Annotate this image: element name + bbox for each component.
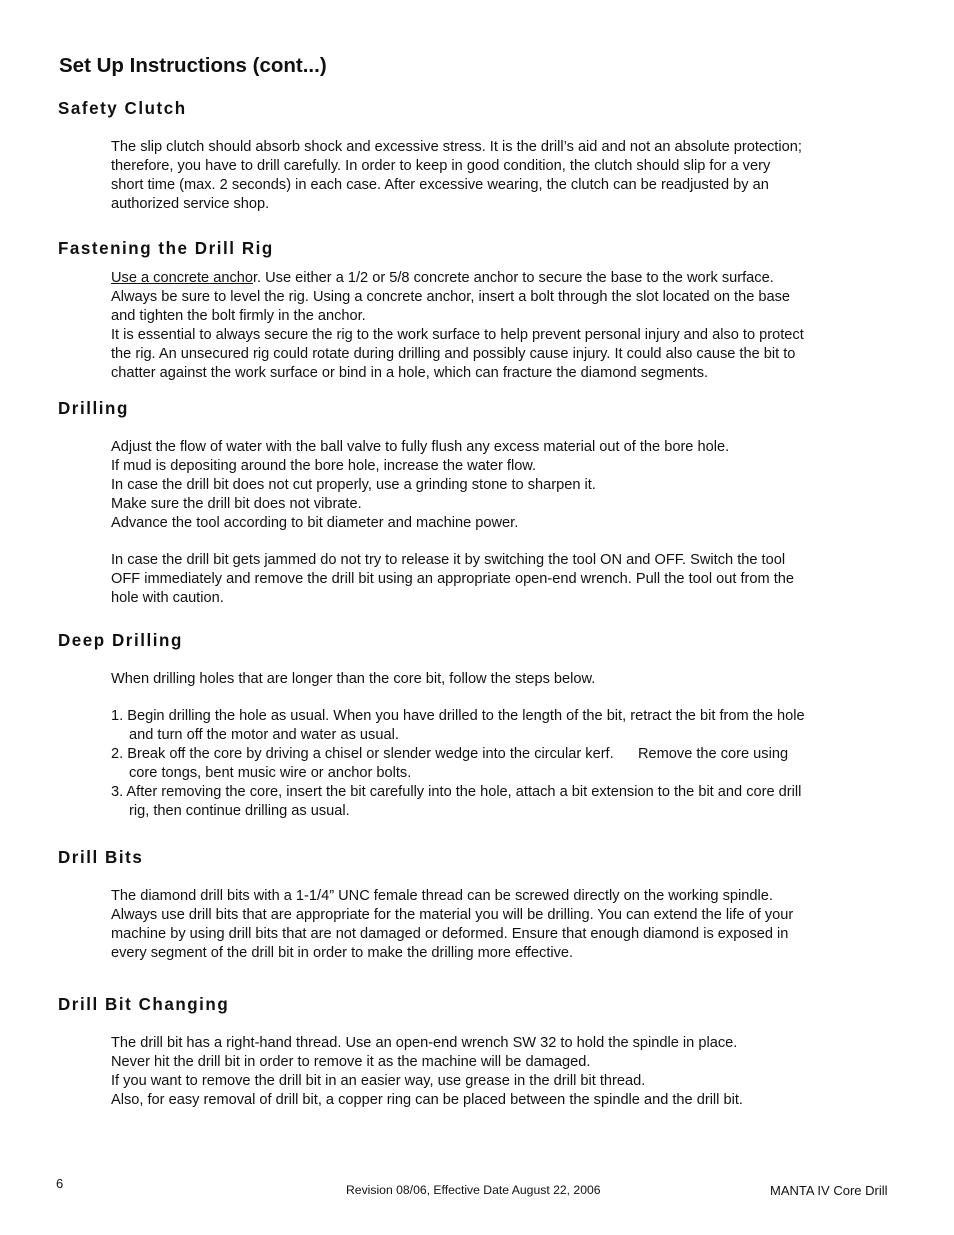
text-fragment: r. Use either a 1/2 or 5/8 concrete anchor to secure the base to the work surface. (252, 270, 774, 286)
text-line: Make sure the drill bit does not vibrate. (111, 495, 362, 512)
drilling-paragraph (111, 438, 871, 533)
text-line: Adjust the flow of water with the ball valve to fully flush any excess material out of the bore hole. (111, 439, 730, 455)
section-heading-drilling: Drilling (58, 398, 129, 418)
text-line: Always use drill bits that are appropriate for the material you will be drilling. You can extend the life of your (111, 906, 794, 923)
text-line: hole with caution. (111, 589, 224, 606)
text-line: every segment of the drill bit in order to make the drilling more effective. (111, 944, 574, 961)
step-2: 2. Break off the core by driving a chisel or slender wedge into the circular kerf. Remove the core using (111, 745, 789, 762)
drilling-jam-paragraph (111, 551, 871, 608)
text-line (111, 269, 871, 288)
text-line: authorized service shop. (111, 195, 270, 212)
section-heading-drill-bit-changing: Drill Bit Changing (58, 994, 230, 1014)
deep-drilling-intro (111, 670, 871, 689)
text-line: therefore, you have to drill carefully. In order to keep in good condition, the clutch should slip for a very (111, 157, 771, 174)
underlined-phrase: Use a concrete ancho (111, 270, 253, 286)
section-heading-drill-bits: Drill Bits (58, 847, 144, 867)
text-line: short time (max. 2 seconds) in each case. After excessive wearing, the clutch can be readjusted by an (111, 176, 769, 193)
safety-clutch-paragraph (111, 138, 871, 214)
step-3-continued: rig, then continue drilling as usual. (129, 802, 350, 819)
section-heading-fastening-drill-rig: Fastening the Drill Rig (58, 238, 274, 258)
text-line: Also, for easy removal of drill bit, a copper ring can be placed between the spindle and the drill bit. (111, 1091, 743, 1108)
step-1: 1. Begin drilling the hole as usual. When you have drilled to the length of the bit, retract the bit from the hole (111, 708, 805, 724)
text-line: The drill bit has a right-hand thread. Use an open-end wrench SW 32 to hold the spindle in place. (111, 1035, 738, 1051)
text-line: Advance the tool according to bit diameter and machine power. (111, 514, 519, 531)
step-1-continued: and turn off the motor and water as usual. (129, 726, 399, 743)
text-line: The slip clutch should absorb shock and excessive stress. It is the drill’s aid and not an absolute protection; (111, 139, 802, 155)
text-line: In case the drill bit does not cut properly, use a grinding stone to sharpen it. (111, 476, 596, 493)
page-number: 6 (56, 1176, 64, 1191)
page-title: Set Up Instructions (cont...) (59, 54, 327, 77)
text-line: OFF immediately and remove the drill bit using an appropriate open-end wrench. Pull the tool out from the (111, 570, 795, 587)
drill-bit-changing-paragraph (111, 1034, 871, 1110)
text-line: Always be sure to level the rig. Using a concrete anchor, insert a bolt through the slot located on the base (111, 288, 791, 305)
text-line: the rig. An unsecured rig could rotate during drilling and possibly cause injury. It could also cause the bit to (111, 345, 796, 362)
step-3: 3. After removing the core, insert the bit carefully into the hole, attach a bit extension to the bit and core drill (111, 783, 802, 800)
revision-note: Revision 08/06, Effective Date August 22, 2006 (346, 1183, 601, 1197)
deep-drilling-steps (111, 707, 871, 820)
text-line: If you want to remove the drill bit in an easier way, use grease in the drill bit thread. (111, 1072, 646, 1089)
section-heading-safety-clutch: Safety Clutch (58, 98, 187, 118)
section-heading-deep-drilling: Deep Drilling (58, 630, 183, 650)
fastening-paragraph (111, 269, 871, 382)
product-name: MANTA IV Core Drill (770, 1183, 888, 1198)
step-2-continued: core tongs, bent music wire or anchor bolts. (129, 764, 412, 781)
text-line: The diamond drill bits with a 1-1/4” UNC female thread can be screwed directly on the working spindle. (111, 888, 773, 904)
text-line: Never hit the drill bit in order to remove it as the machine will be damaged. (111, 1053, 591, 1070)
text-line: and tighten the bolt firmly in the anchor. (111, 307, 366, 324)
text-line: machine by using drill bits that are not damaged or deformed. Ensure that enough diamond is exposed in (111, 925, 789, 942)
text-line: In case the drill bit gets jammed do not try to release it by switching the tool ON and OFF. Switch the tool (111, 552, 786, 568)
text-line: It is essential to always secure the rig to the work surface to help prevent personal injury and also to protect (111, 326, 804, 343)
text-line: When drilling holes that are longer than the core bit, follow the steps below. (111, 671, 596, 687)
drill-bits-paragraph (111, 887, 871, 963)
text-line: chatter against the work surface or bind in a hole, which can fracture the diamond segments. (111, 364, 709, 381)
text-line: If mud is depositing around the bore hole, increase the water flow. (111, 457, 537, 474)
